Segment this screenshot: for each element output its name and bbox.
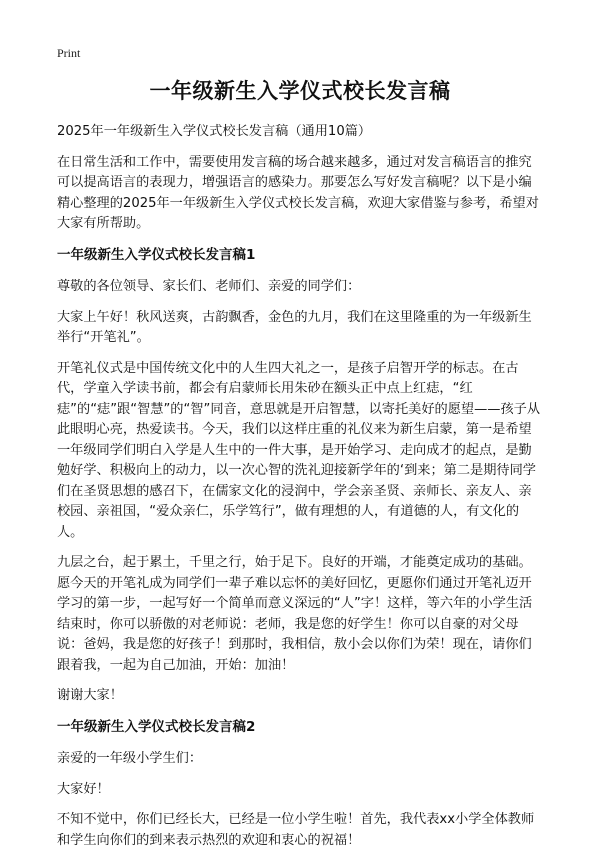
section-heading-1: 一年级新生入学仪式校长发言稿1 (57, 246, 256, 263)
document-subtitle: 2025年一年级新生入学仪式校长发言稿（通用10篇） (57, 124, 372, 139)
print-link[interactable]: Print (57, 46, 81, 60)
section1-paragraph: 九层之台，起于累土，千里之行，始于足下。良好的开端，才能奠定成功的基础。愿今天的开笔礼成为同学们一辈子难以忘怀的美好回忆，更愿你们通过开笔礼迈开学习的第一步，一起写好一个简单而意义深远的“人”字！这样，等六年的小学生活结束时，你可以骄傲的对老师说：老师，我是您的好学生！你可以自豪的对父母说：爸妈，我是您的好孩子！到那时，我相信，敖小会以你们为荣！现在，请你们跟着我，一起为自己加油，开始：加油！ (57, 555, 533, 673)
section1-paragraph: 大家上午好！秋风送爽，古韵飘香，金色的九月，我们在这里隆重的为一年级新生举行“开笔礼”。 (57, 309, 532, 345)
document-body (57, 122, 543, 861)
section1-greeting: 尊敬的各位领导、家长们、老师们、亲爱的同学们： (57, 279, 361, 294)
section1-paragraph: 开笔礼仪式是中国传统文化中的人生四大礼之一，是孩子启智开学的标志。在古代，学童入学读书前，都会有启蒙师长用朱砂在额头正中点上红痣，“红痣”的“痣”跟“智慧”的“智”同音，意思就是开启智慧，以寄托美好的愿望——孩子从此眼明心亮，热爱读书。今天，我们以这样庄重的礼仪来为新生启蒙，第一是希望一年级同学们明白入学是人生中的一件大事，是开始学习、走向成才的起点，是勤勉好学、积极向上的动力，以一次心智的洗礼迎接新学年的‘到来；第二是期待同学们在圣贤思想的感召下，在儒家文化的浸润中，学会亲圣贤、亲师长、亲友人、亲校园、亲祖国，“爱众亲仁，乐学笃行”，做有理想的人，有道德的人，有文化的人。 (57, 360, 541, 540)
section2-paragraph: 不知不觉中，你们已经长大，已经是一位小学生啦！首先，我代表xx小学全体教师和学生向你们的到来表示热烈的欢迎和衷心的祝福！ (57, 812, 535, 848)
section2-greeting: 亲爱的一年级小学生们： (57, 751, 203, 766)
intro-paragraph: 在日常生活和工作中，需要使用发言稿的场合越来越多，通过对发言稿语言的推究可以提高语言的表现力，增强语言的感染力。那要怎么写好发言稿呢？以下是小编精心整理的2025年一年级新生入学仪式校长发言稿，欢迎大家借鉴与参考，希望对大家有所帮助。 (57, 154, 539, 231)
section-heading-2: 一年级新生入学仪式校长发言稿2 (57, 718, 256, 735)
section2-hello: 大家好！ (57, 781, 110, 797)
document-title: 一年级新生入学仪式校长发言稿 (149, 79, 451, 103)
section1-thanks: 谢谢大家！ (57, 688, 123, 703)
